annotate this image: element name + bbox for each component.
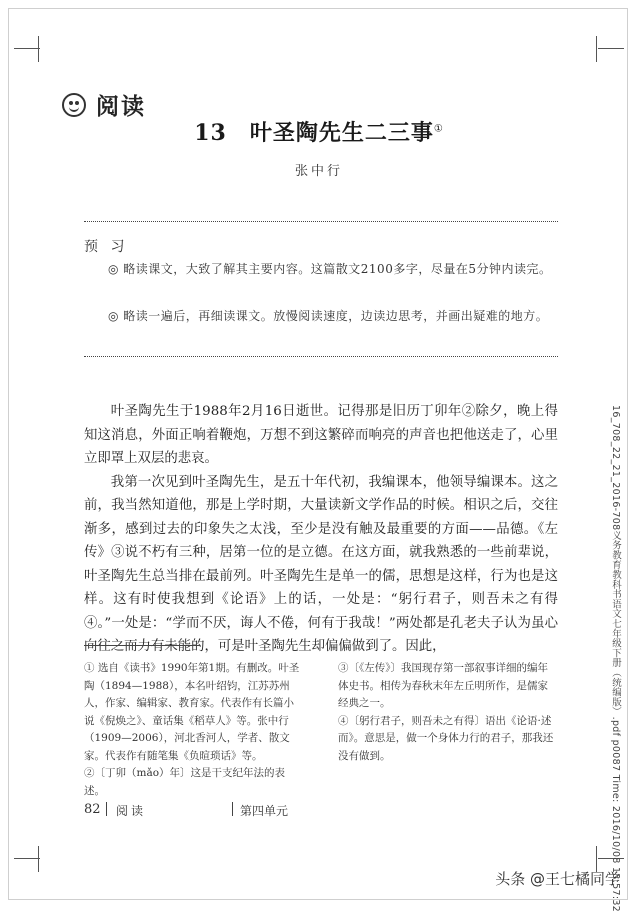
- paragraph: 叶圣陶先生于1988年2月16日逝世。记得那是旧历丁卯年②除夕，晚上得知这消息，外面正响着鞭炮，万想不到这繁碎而响亮的声音也把他送走了，心里立即罩上双层的悲哀。: [84, 404, 558, 466]
- print-metadata: 16_708_22_21_2016-708义务教育教科书语文七年级下册（统编版）.pdf p0087 Time: 2016/10/08 13:57:32: [610, 405, 621, 912]
- title-note-mark: ①: [433, 123, 444, 135]
- footnotes-right: [338, 660, 556, 765]
- footer-separator: [232, 802, 233, 816]
- crop-mark: [14, 48, 40, 49]
- lesson-title-text: 13 叶圣陶先生二三事: [194, 120, 434, 146]
- footnotes-left: [84, 660, 302, 800]
- page-number: 82: [84, 802, 101, 817]
- footer-unit: 第四单元: [240, 804, 289, 818]
- footer-section: 阅读: [116, 804, 147, 818]
- preview-item: ◎ 略读课文，大致了解其主要内容。这篇散文2100多字，尽量在5分钟内读完。: [108, 262, 552, 276]
- lesson-title: [0, 116, 638, 147]
- smiley-icon: [62, 93, 86, 117]
- footnote-rule: [84, 645, 200, 646]
- crop-mark: [38, 846, 39, 872]
- footer-separator: [106, 802, 107, 816]
- footnote: ②〔丁卯（mǎo）年〕这是干支纪年法的表述。: [84, 767, 286, 797]
- article-body: [84, 400, 558, 659]
- footnote: ④〔躬行君子，则吾未之有得〕语出《论语·述而》。意思是，做一个身体力行的君子，那我还没有做到。: [338, 714, 554, 762]
- author: 张中行: [294, 164, 343, 179]
- footnote: ③〔《左传》〕我国现存第一部叙事详细的编年体史书。相传为春秋末年左丘明所作，是儒家经典之一。: [338, 662, 548, 709]
- watermark: 头条 @王七橘同学: [495, 870, 620, 888]
- preview-item: ◎ 略读一遍后，再细读课文。放慢阅读速度，边读边思考，并画出疑难的地方。: [108, 309, 549, 323]
- divider-top: [84, 221, 558, 222]
- crop-mark: [598, 48, 624, 49]
- crop-mark: [596, 36, 597, 62]
- footnote: ① 选自《读书》1990年第1期。有删改。叶圣陶（1894—1988），本名叶绍钧，江苏苏州人，作家、编辑家、教育家。代表作有长篇小说《倪焕之》、童话集《稻草人》等。张中行（1909—2006），河北香河人，学者、散文家。代表作有随笔集《负暄琐话》等。: [84, 662, 300, 762]
- crop-mark: [14, 858, 40, 859]
- paragraph: 我第一次见到叶圣陶先生，是五十年代初，我编课本，他领导编课本。这之前，我当然知道他，那是上学时期，大量读新文学作品的时候。相识之后，交往渐多，感到过去的印象失之太浅，至少是没有触及最重要的方面——品德。《左传》③说不朽有三种，居第一位的是立德。在这方面，就我熟悉的一些前辈说，叶圣陶先生总当排在最前列。叶圣陶先生是单一的儒，思想是这样，行为也是这样。这有时使我想到《论语》上的话，一处是：“躬行君子，则吾未之有得④。”一处是：“学而不厌，诲人不倦，何有于我哉！”两处都是孔老夫子认为虽心向往之而力有未能的，可是叶圣陶先生却偏偏做到了。因此，: [84, 474, 558, 654]
- divider-bottom: [84, 356, 558, 357]
- crop-mark: [38, 36, 39, 62]
- section-label: 阅读: [96, 93, 146, 120]
- preview-title: 预 习: [84, 239, 129, 255]
